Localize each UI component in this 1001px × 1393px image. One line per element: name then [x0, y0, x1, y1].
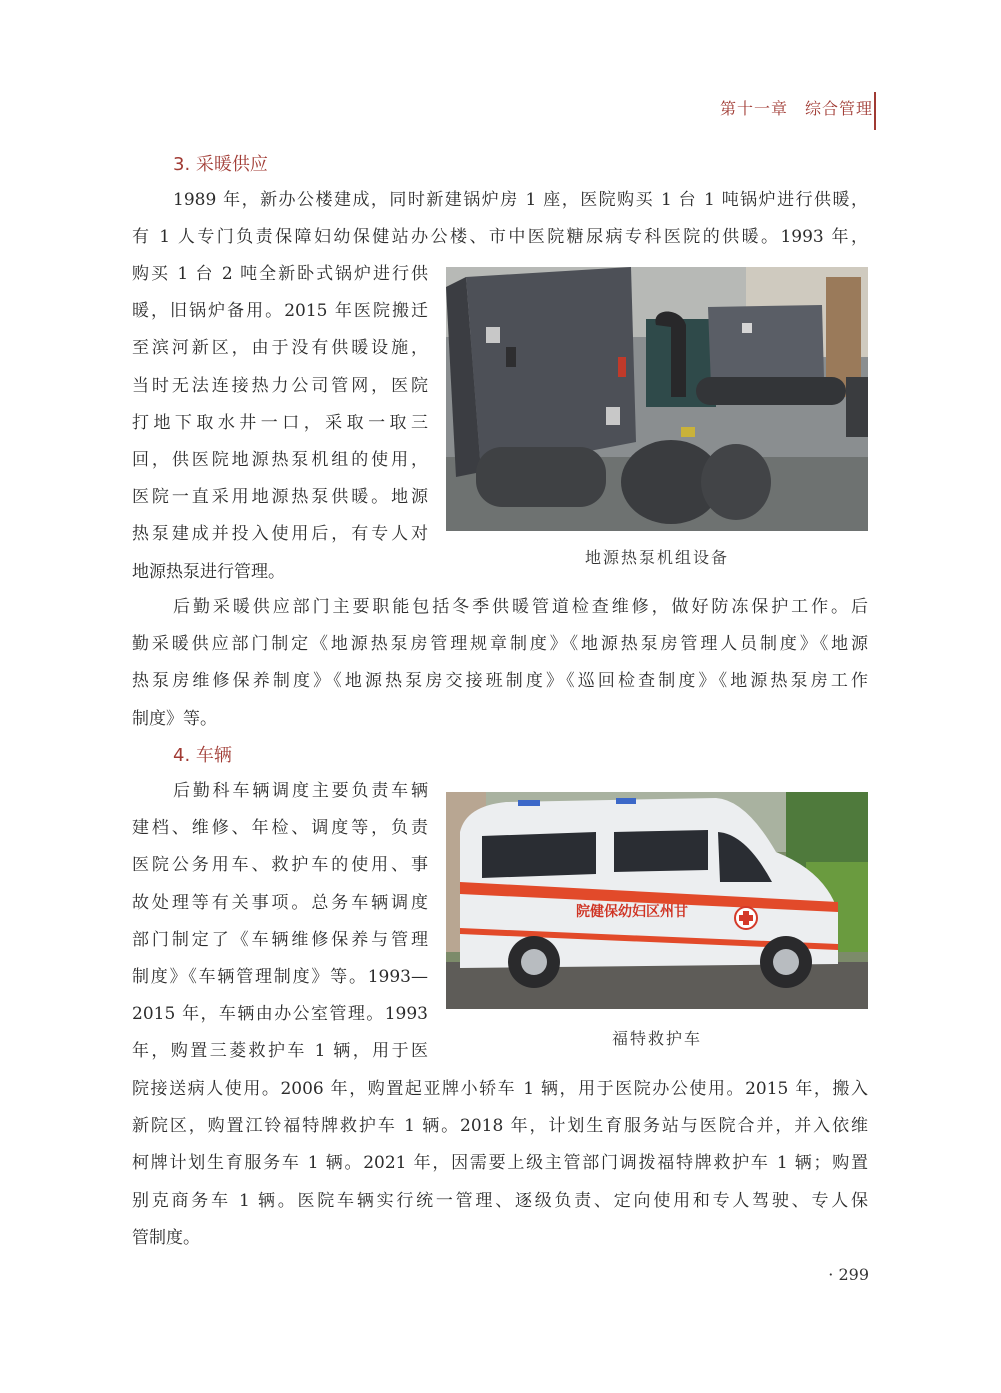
text-line: 有 1 人专门负责保障妇幼保健站办公楼、市中医院糖尿病专科医院的供暖。1993 年， — [132, 227, 868, 248]
text-line: 医院公务用车、救护车的使用、事 — [132, 855, 428, 876]
text-line: 暖，旧锅炉备用。2015 年医院搬迁 — [132, 301, 428, 322]
text-line: 至滨河新区，由于没有供暖设施， — [132, 338, 428, 359]
text-line: 制度》等。 — [132, 708, 217, 729]
heat-pump-illustration — [446, 267, 868, 531]
header-rule — [874, 92, 876, 130]
text-line: 勤采暖供应部门制定《地源热泵房管理规章制度》《地源热泵房管理人员制度》《地源 — [132, 634, 868, 655]
heating-paragraph-2 — [132, 589, 868, 738]
text-line: 故处理等有关事项。总务车辆调度 — [132, 892, 428, 913]
text-line: 后勤科车辆调度主要负责车辆 — [173, 781, 428, 801]
text-line: 年，购置三菱救护车 1 辆，用于医 — [132, 1041, 428, 1062]
text-line: 别克商务车 1 辆。医院车辆实行统一管理、逐级负责、定向使用和专人驾驶、专人保 — [132, 1190, 868, 1211]
text-line: 院接送病人使用。2006 年，购置起亚牌小轿车 1 辆，用于医院办公使用。2015 年，搬入 — [132, 1079, 868, 1099]
text-line: 部门制定了《车辆维修保养与管理 — [132, 929, 428, 950]
text-line: 后勤采暖供应部门主要职能包括冬季供暖管道检查维修，做好防冻保护工作。后 — [173, 597, 868, 617]
figure-caption-ambulance: 福特救护车 — [611, 1029, 702, 1048]
text-line: 当时无法连接热力公司管网，医院 — [132, 375, 428, 396]
text-line: 回，供医院地源热泵机组的使用， — [132, 450, 428, 471]
heating-paragraph-1-wrap — [132, 256, 428, 591]
text-line: 管制度。 — [132, 1227, 200, 1248]
text-line: 柯牌计划生育服务车 1 辆。2021 年，因需要上级主管部门调拨福特牌救护车 1 辆；购置 — [132, 1153, 868, 1174]
text-line: 医院一直采用地源热泵供暖。地源 — [132, 487, 428, 508]
figure-caption-heat-pump: 地源热泵机组设备 — [584, 548, 729, 567]
text-line: 热泵房维修保养制度》《地源热泵房交接班制度》《巡回检查制度》《地源热泵房工作 — [132, 671, 868, 692]
text-line: 新院区，购置江铃福特牌救护车 1 辆。2018 年，计划生育服务站与医院合并，并入依维 — [132, 1116, 868, 1137]
van-lettering: 院健保幼妇区州甘 — [576, 904, 688, 920]
text-line: 打地下取水井一口，采取一取三 — [132, 412, 428, 433]
text-line: 1989 年，新办公楼建成，同时新建锅炉房 1 座，医院购买 1 台 1 吨锅炉进行供暖， — [173, 190, 868, 210]
heat-pump-photo — [446, 267, 868, 531]
ambulance-illustration — [446, 792, 868, 1009]
page-number: · 299 — [828, 1265, 869, 1284]
text-line: 地源热泵进行管理。 — [132, 561, 285, 582]
vehicles-paragraph-wrap — [132, 773, 428, 1071]
text-line: 2015 年，车辆由办公室管理。1993 — [132, 1004, 428, 1025]
text-line: 建档、维修、年检、调度等，负责 — [132, 818, 428, 839]
vehicles-paragraph-full — [132, 1071, 868, 1257]
section-title-vehicles: 4. 车辆 — [173, 745, 232, 766]
heating-paragraph-1-intro — [132, 182, 868, 256]
text-line: 购买 1 台 2 吨全新卧式锅炉进行供 — [132, 264, 428, 284]
text-line: 热泵建成并投入使用后，有专人对 — [132, 524, 428, 545]
ambulance-photo — [446, 792, 868, 1009]
running-header: 第十一章 综合管理 — [719, 99, 873, 118]
text-line: 制度》《车辆管理制度》等。1993— — [132, 967, 428, 988]
section-title-heating: 3. 采暖供应 — [173, 154, 268, 175]
